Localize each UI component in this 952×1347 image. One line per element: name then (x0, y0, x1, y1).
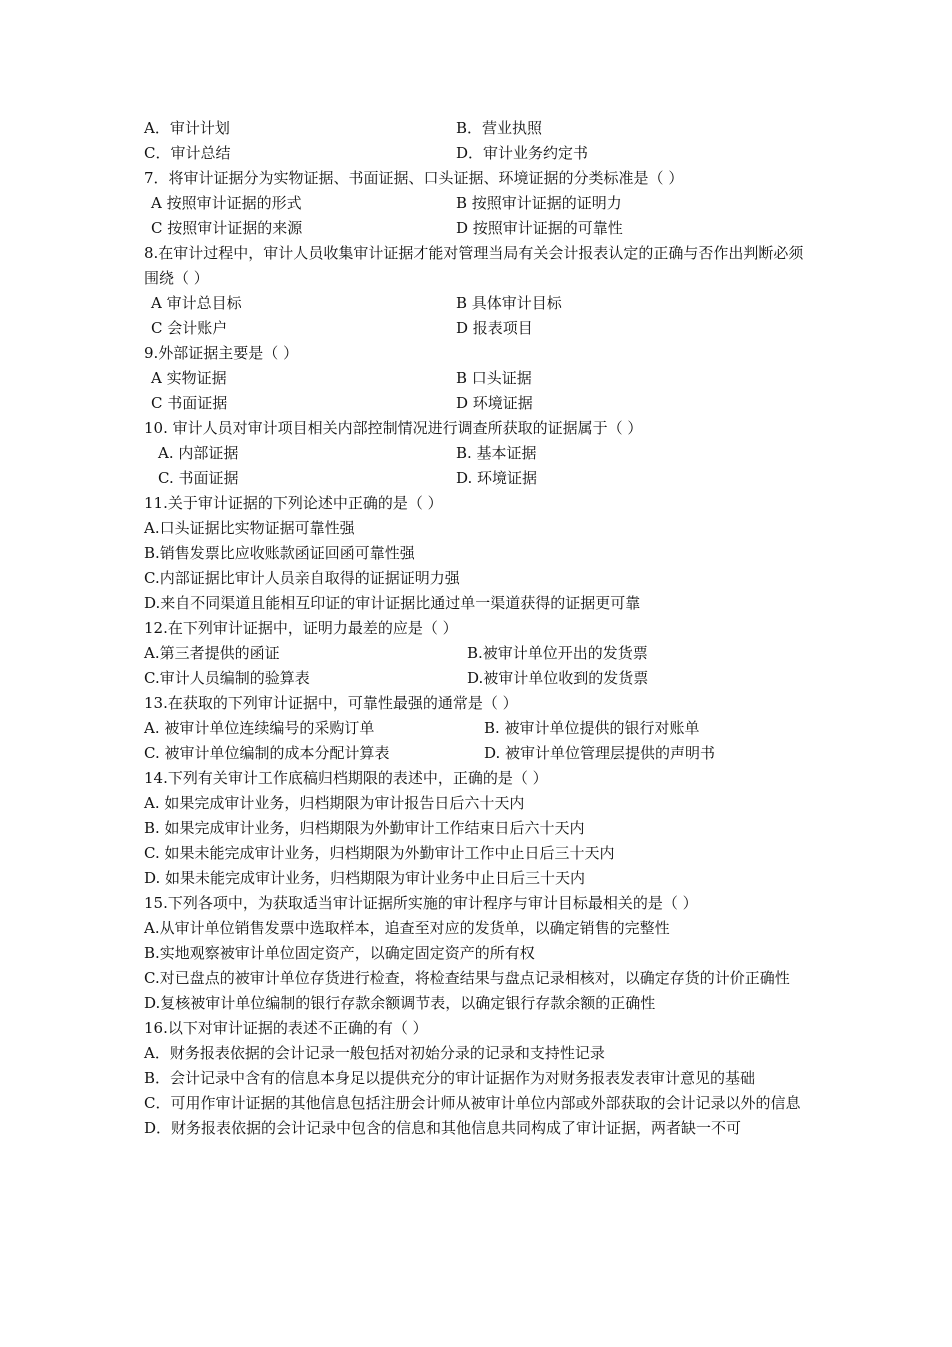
option-row (144, 216, 816, 241)
option-b: B．会计记录中含有的信息本身足以提供充分的审计证据作为对财务报表发表审计意见的基础 (144, 1069, 756, 1087)
option-row (144, 441, 816, 466)
option-row (144, 366, 816, 391)
option-row (144, 666, 816, 691)
option-row (144, 641, 816, 666)
option-row (144, 741, 816, 766)
option-a: A. 如果完成审计业务，归档期限为审计报告日后六十天内 (144, 794, 525, 812)
option-c: C.内部证据比审计人员亲自取得的证据证明力强 (144, 569, 460, 587)
option-a: A 审计总目标 (151, 294, 242, 312)
option-c: C.对已盘点的被审计单位存货进行检查，将检查结果与盘点记录相核对，以确定存货的计价正确性 (144, 969, 790, 987)
option-a: A 实物证据 (151, 369, 227, 387)
option-b: B. 如果完成审计业务，归档期限为外勤审计工作结束日后六十天内 (144, 819, 585, 837)
question-stem: 7．将审计证据分为实物证据、书面证据、口头证据、环境证据的分类标准是（ ） (144, 169, 684, 187)
option-c: C. 书面证据 (158, 469, 239, 487)
option-b: B. 被审计单位提供的银行对账单 (484, 719, 700, 737)
question-stem: 16.以下对审计证据的表述不正确的有（ ） (144, 1019, 428, 1037)
option-c: C 书面证据 (151, 394, 228, 412)
option-row (144, 116, 816, 141)
option-row (144, 316, 816, 341)
exam-page (144, 116, 816, 1141)
question-stem: 10. 审计人员对审计项目相关内部控制情况进行调查所获取的证据属于（ ） (144, 419, 643, 437)
option-d: D．审计业务约定书 (456, 144, 589, 162)
option-d: D 报表项目 (456, 319, 533, 337)
option-row (144, 391, 816, 416)
option-c: C．可用作审计证据的其他信息包括注册会计师从被审计单位内部或外部获取的会计记录以外的信息 (144, 1094, 801, 1112)
question-stem: 13.在获取的下列审计证据中，可靠性最强的通常是（ ） (144, 694, 518, 712)
option-a: A.第三者提供的函证 (144, 644, 280, 662)
option-c: C.审计人员编制的验算表 (144, 669, 310, 687)
option-d: D. 环境证据 (456, 469, 538, 487)
option-b: B.实地观察被审计单位固定资产，以确定固定资产的所有权 (144, 944, 535, 962)
option-d: D. 如果未能完成审计业务，归档期限为审计业务中止日后三十天内 (144, 869, 586, 887)
option-c: C. 如果未能完成审计业务，归档期限为外勤审计工作中止日后三十天内 (144, 844, 615, 862)
option-row (144, 716, 816, 741)
option-a: A.从审计单位销售发票中选取样本，追查至对应的发货单，以确定销售的完整性 (144, 919, 670, 937)
option-b: B. 基本证据 (456, 444, 537, 462)
option-b: B 按照审计证据的证明力 (456, 194, 622, 212)
option-d: D.复核被审计单位编制的银行存款余额调节表，以确定银行存款余额的正确性 (144, 994, 656, 1012)
option-d: D．财务报表依据的会计记录中包含的信息和其他信息共同构成了审计证据，两者缺一不可 (144, 1119, 742, 1137)
option-row (144, 191, 816, 216)
option-c: C．审计总结 (144, 144, 231, 162)
option-c: C. 被审计单位编制的成本分配计算表 (144, 744, 390, 762)
option-b: B 具体审计目标 (456, 294, 562, 312)
option-b: B 口头证据 (456, 369, 532, 387)
option-a: A．财务报表依据的会计记录一般包括对初始分录的记录和支持性记录 (144, 1044, 605, 1062)
option-a: A. 内部证据 (158, 444, 239, 462)
option-d: D 环境证据 (456, 394, 533, 412)
question-stem: 12.在下列审计证据中，证明力最差的应是（ ） (144, 619, 458, 637)
option-d: D.被审计单位收到的发货票 (467, 669, 649, 687)
option-d: D 按照审计证据的可靠性 (456, 219, 623, 237)
option-a: A 按照审计证据的形式 (151, 194, 302, 212)
option-b: B．营业执照 (456, 119, 543, 137)
question-stem: 15.下列各项中，为获取适当审计证据所实施的审计程序与审计目标最相关的是（ ） (144, 894, 698, 912)
option-a: A. 被审计单位连续编号的采购订单 (144, 719, 375, 737)
question-stem: 11.关于审计证据的下列论述中正确的是（ ） (144, 494, 443, 512)
option-b: B.销售发票比应收账款函证回函可靠性强 (144, 544, 415, 562)
option-row (144, 141, 816, 166)
option-a: A．审计计划 (144, 119, 230, 137)
question-stem: 8.在审计过程中，审计人员收集审计证据才能对管理当局有关会计报表认定的正确与否作出判断必须围绕（ ） (144, 244, 804, 287)
option-row (144, 466, 816, 491)
question-stem: 14.下列有关审计工作底稿归档期限的表述中，正确的是（ ） (144, 769, 548, 787)
option-c: C 会计账户 (151, 319, 228, 337)
option-row (144, 291, 816, 316)
question-stem: 9.外部证据主要是（ ） (144, 344, 299, 362)
option-c: C 按照审计证据的来源 (151, 219, 303, 237)
option-a: A.口头证据比实物证据可靠性强 (144, 519, 355, 537)
option-b: B.被审计单位开出的发货票 (467, 644, 648, 662)
option-d: D.来自不同渠道且能相互印证的审计证据比通过单一渠道获得的证据更可靠 (144, 594, 641, 612)
option-d: D. 被审计单位管理层提供的声明书 (484, 744, 716, 762)
